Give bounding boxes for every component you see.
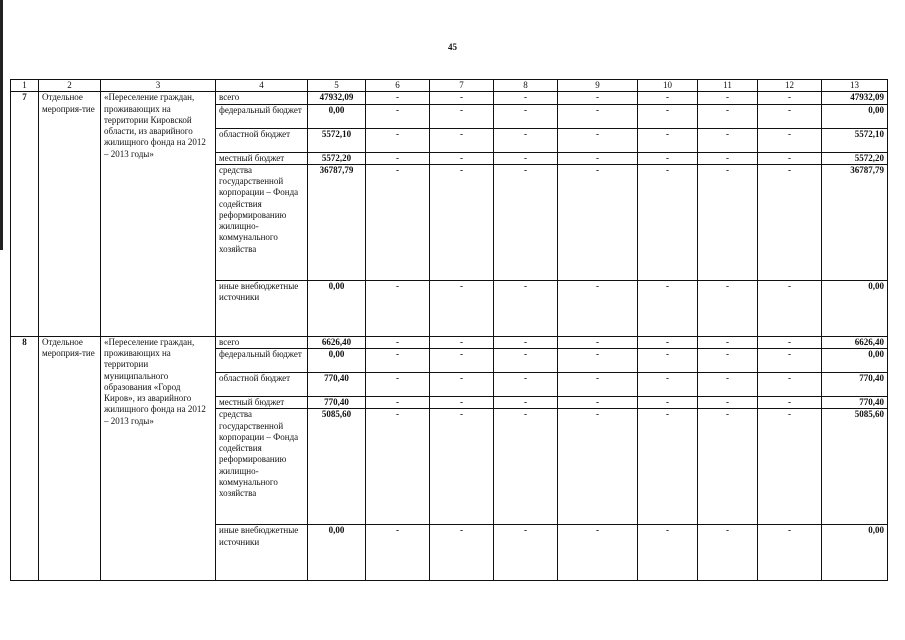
empty-value: - (758, 92, 822, 104)
total-value: 0,00 (308, 349, 366, 373)
empty-value: - (430, 152, 494, 164)
empty-value: - (638, 525, 698, 581)
empty-value: - (558, 336, 638, 348)
empty-value: - (366, 164, 430, 280)
col-header: 3 (101, 80, 216, 92)
empty-value: - (638, 349, 698, 373)
total-value: 47932,09 (308, 92, 366, 104)
table-row (11, 336, 888, 348)
empty-value: - (494, 128, 558, 152)
empty-value: - (430, 397, 494, 409)
empty-value: - (698, 336, 758, 348)
empty-value: - (698, 280, 758, 336)
empty-value: - (494, 92, 558, 104)
budget-table (10, 79, 888, 581)
empty-value: - (758, 373, 822, 397)
row-number: 8 (11, 336, 39, 581)
total-value: 36787,79 (308, 164, 366, 280)
empty-value: - (494, 104, 558, 128)
row-name: «Переселение граждан, проживающих на территории Кировской области, из аварийного жилищного фонда на 2012 – 2013 годы» (101, 92, 216, 337)
empty-value: - (494, 164, 558, 280)
empty-value: - (758, 280, 822, 336)
empty-value: - (366, 104, 430, 128)
funding-source: иные внебюджетные источники (216, 280, 308, 336)
col-header: 6 (366, 80, 430, 92)
empty-value: - (430, 104, 494, 128)
col-header: 5 (308, 80, 366, 92)
empty-value: - (366, 349, 430, 373)
empty-value: - (430, 92, 494, 104)
empty-value: - (430, 525, 494, 581)
empty-value: - (638, 92, 698, 104)
empty-value: - (758, 349, 822, 373)
col-header: 2 (39, 80, 101, 92)
empty-value: - (698, 397, 758, 409)
empty-value: - (638, 128, 698, 152)
table-row (11, 92, 888, 104)
empty-value: - (430, 280, 494, 336)
sum-value: 5572,10 (822, 128, 888, 152)
empty-value: - (558, 128, 638, 152)
empty-value: - (638, 336, 698, 348)
empty-value: - (494, 397, 558, 409)
empty-value: - (638, 409, 698, 525)
empty-value: - (758, 128, 822, 152)
empty-value: - (758, 104, 822, 128)
total-value: 5572,20 (308, 152, 366, 164)
empty-value: - (366, 336, 430, 348)
sum-value: 0,00 (822, 104, 888, 128)
total-value: 5085,60 (308, 409, 366, 525)
funding-source: всего (216, 336, 308, 348)
empty-value: - (366, 92, 430, 104)
sum-value: 770,40 (822, 373, 888, 397)
funding-source: федеральный бюджет (216, 104, 308, 128)
empty-value: - (698, 525, 758, 581)
empty-value: - (758, 409, 822, 525)
empty-value: - (366, 409, 430, 525)
empty-value: - (698, 164, 758, 280)
total-value: 5572,10 (308, 128, 366, 152)
sum-value: 0,00 (822, 280, 888, 336)
sum-value: 0,00 (822, 349, 888, 373)
empty-value: - (698, 92, 758, 104)
sum-value: 5572,20 (822, 152, 888, 164)
empty-value: - (558, 397, 638, 409)
sum-value: 0,00 (822, 525, 888, 581)
empty-value: - (758, 397, 822, 409)
col-header: 4 (216, 80, 308, 92)
empty-value: - (698, 373, 758, 397)
empty-value: - (366, 397, 430, 409)
row-number: 7 (11, 92, 39, 337)
funding-source: федеральный бюджет (216, 349, 308, 373)
empty-value: - (494, 336, 558, 348)
empty-value: - (638, 152, 698, 164)
col-header: 12 (758, 80, 822, 92)
sum-value: 47932,09 (822, 92, 888, 104)
empty-value: - (638, 280, 698, 336)
col-header: 7 (430, 80, 494, 92)
empty-value: - (638, 373, 698, 397)
row-type: Отдельное мероприя-тие (39, 92, 101, 337)
funding-source: средства государственной корпорации – Фонда содействия реформированию жилищно-коммунального хозяйства (216, 164, 308, 280)
page-number: 45 (448, 42, 457, 52)
empty-value: - (558, 349, 638, 373)
header-row (11, 80, 888, 92)
empty-value: - (430, 336, 494, 348)
row-name: «Переселение граждан, проживающих на территории муниципального образования «Город Киров», из аварийного жилищного фонда на 2012 – 2013 годы» (101, 336, 216, 581)
empty-value: - (494, 409, 558, 525)
empty-value: - (698, 128, 758, 152)
funding-source: средства государственной корпорации – Фонда содействия реформированию жилищно-коммунального хозяйства (216, 409, 308, 525)
col-header: 11 (698, 80, 758, 92)
empty-value: - (366, 152, 430, 164)
empty-value: - (558, 164, 638, 280)
total-value: 0,00 (308, 280, 366, 336)
empty-value: - (698, 409, 758, 525)
sum-value: 36787,79 (822, 164, 888, 280)
empty-value: - (698, 152, 758, 164)
empty-value: - (558, 525, 638, 581)
empty-value: - (698, 349, 758, 373)
empty-value: - (430, 349, 494, 373)
funding-source: областной бюджет (216, 373, 308, 397)
col-header: 10 (638, 80, 698, 92)
col-header: 13 (822, 80, 888, 92)
empty-value: - (366, 373, 430, 397)
empty-value: - (758, 336, 822, 348)
empty-value: - (494, 525, 558, 581)
total-value: 6626,40 (308, 336, 366, 348)
empty-value: - (430, 164, 494, 280)
empty-value: - (430, 373, 494, 397)
funding-source: иные внебюджетные источники (216, 525, 308, 581)
scan-edge-mark (0, 0, 3, 250)
empty-value: - (494, 152, 558, 164)
empty-value: - (430, 128, 494, 152)
funding-source: всего (216, 92, 308, 104)
total-value: 770,40 (308, 397, 366, 409)
sum-value: 5085,60 (822, 409, 888, 525)
empty-value: - (638, 164, 698, 280)
row-type: Отдельное мероприя-тие (39, 336, 101, 581)
empty-value: - (494, 280, 558, 336)
total-value: 0,00 (308, 525, 366, 581)
empty-value: - (494, 373, 558, 397)
empty-value: - (758, 152, 822, 164)
empty-value: - (366, 525, 430, 581)
empty-value: - (558, 373, 638, 397)
col-header: 9 (558, 80, 638, 92)
funding-source: местный бюджет (216, 152, 308, 164)
empty-value: - (558, 92, 638, 104)
empty-value: - (558, 104, 638, 128)
empty-value: - (638, 104, 698, 128)
funding-source: областной бюджет (216, 128, 308, 152)
empty-value: - (494, 349, 558, 373)
empty-value: - (366, 280, 430, 336)
empty-value: - (638, 397, 698, 409)
sum-value: 6626,40 (822, 336, 888, 348)
sum-value: 770,40 (822, 397, 888, 409)
empty-value: - (758, 164, 822, 280)
col-header: 1 (11, 80, 39, 92)
col-header: 8 (494, 80, 558, 92)
total-value: 770,40 (308, 373, 366, 397)
empty-value: - (366, 128, 430, 152)
funding-source: местный бюджет (216, 397, 308, 409)
empty-value: - (558, 409, 638, 525)
empty-value: - (758, 525, 822, 581)
total-value: 0,00 (308, 104, 366, 128)
empty-value: - (430, 409, 494, 525)
empty-value: - (558, 280, 638, 336)
empty-value: - (698, 104, 758, 128)
empty-value: - (558, 152, 638, 164)
